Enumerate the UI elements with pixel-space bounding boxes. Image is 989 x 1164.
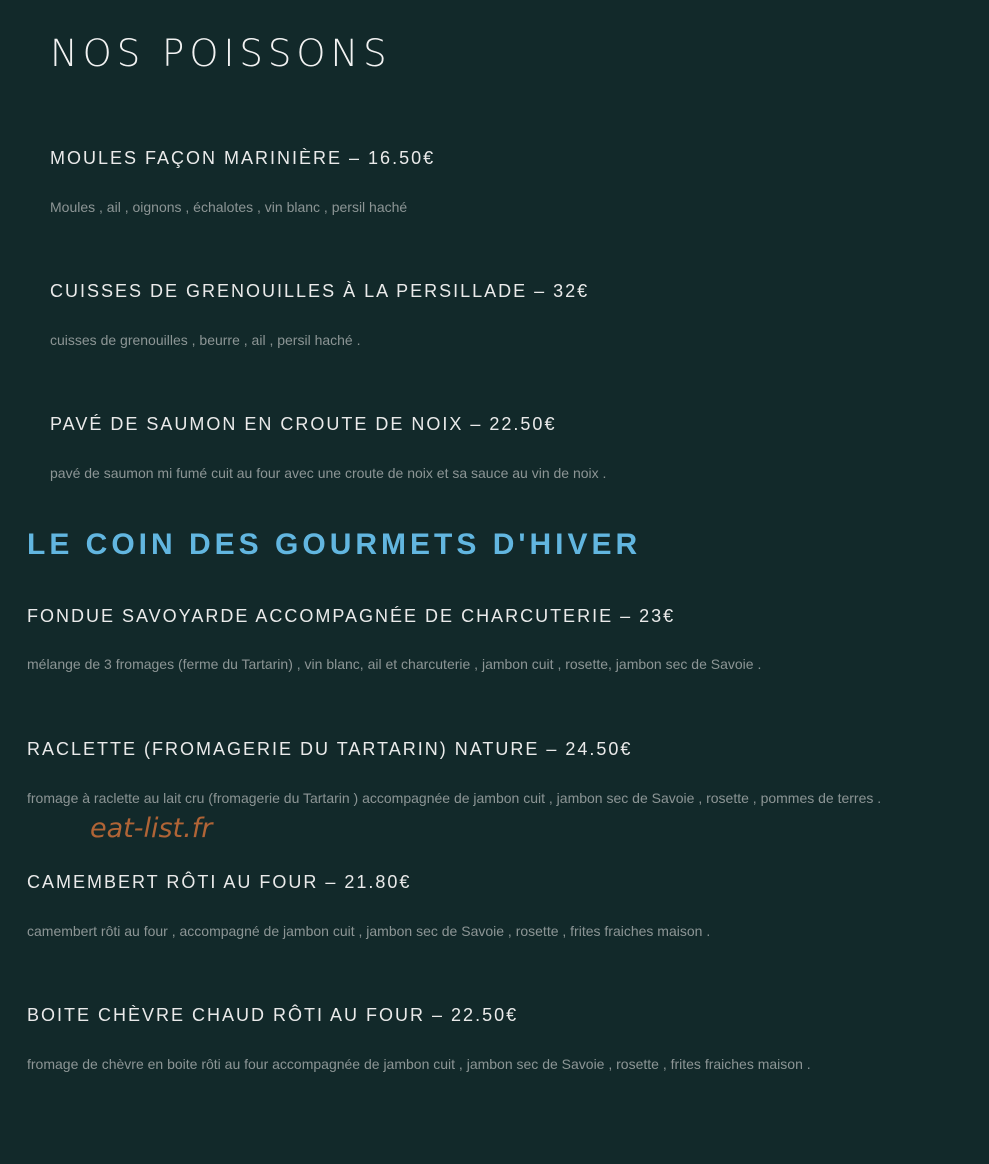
dish-title: CUISSES DE GRENOUILLES À LA PERSILLADE – 32€ xyxy=(50,281,590,301)
dish-description: fromage à raclette au lait cru (fromagerie du Tartarin ) accompagnée de jambon cuit , jambon sec de Savoie , rosette , pommes de terres . xyxy=(27,790,882,806)
dish-title: BOITE CHÈVRE CHAUD RÔTI AU FOUR – 22.50€ xyxy=(27,1005,519,1025)
fish-section-title: NOS POISSONS xyxy=(50,32,392,75)
dish-description: camembert rôti au four , accompagné de jambon cuit , jambon sec de Savoie , rosette , frites fraiches maison . xyxy=(27,923,711,939)
dish-title: MOULES FAÇON MARINIÈRE – 16.50€ xyxy=(50,148,436,168)
dish-title: RACLETTE (FROMAGERIE DU TARTARIN) NATURE – 24.50€ xyxy=(27,739,633,759)
dish-title: CAMEMBERT RÔTI AU FOUR – 21.80€ xyxy=(27,872,412,892)
dish-description: Moules , ail , oignons , échalotes , vin blanc , persil haché xyxy=(50,199,408,215)
dish-title: FONDUE SAVOYARDE ACCOMPAGNÉE DE CHARCUTERIE – 23€ xyxy=(27,606,676,626)
dish-description: pavé de saumon mi fumé cuit au four avec une croute de noix et sa sauce au vin de noix . xyxy=(50,465,607,481)
dish-title: PAVÉ DE SAUMON EN CROUTE DE NOIX – 22.50€ xyxy=(50,414,557,434)
dish-description: mélange de 3 fromages (ferme du Tartarin) , vin blanc, ail et charcuterie , jambon cuit , rosette, jambon sec de Savoie . xyxy=(27,656,762,672)
dish-description: cuisses de grenouilles , beurre , ail , persil haché . xyxy=(50,332,361,348)
winter-section-title: LE COIN DES GOURMETS D'HIVER xyxy=(27,528,642,561)
watermark-logo: eat-list.fr xyxy=(90,813,213,844)
dish-description: fromage de chèvre en boite rôti au four accompagnée de jambon cuit , jambon sec de Savoie , rosette , frites fraiches maison . xyxy=(27,1056,811,1072)
